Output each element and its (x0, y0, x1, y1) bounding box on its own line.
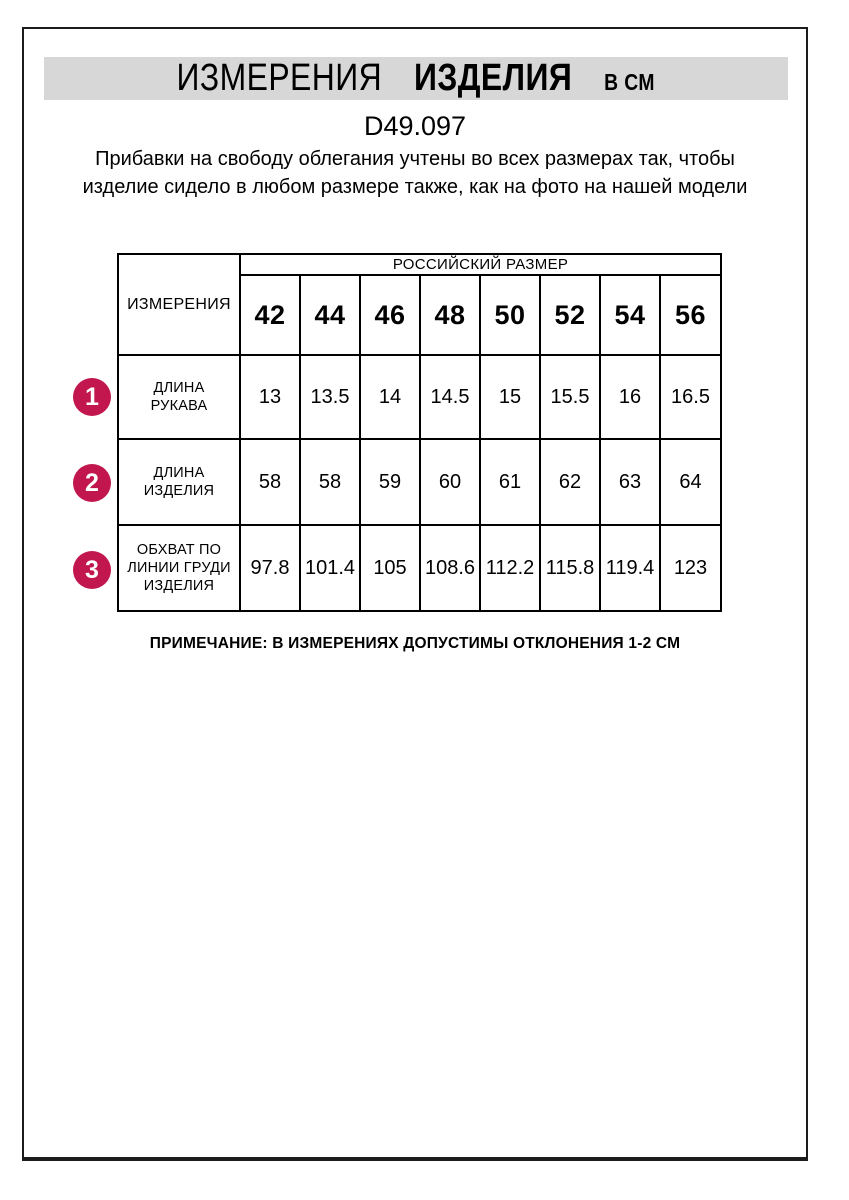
row-number-1: 1 (85, 382, 99, 411)
size-header-46: 46 (360, 275, 420, 355)
description-text: Прибавки на свободу облегания учтены во всех размерах так, чтобы изделие сидело в любом размере также, как на фото на нашей модели (82, 148, 748, 198)
model-code: D49.097 (363, 111, 467, 141)
row-label-sleeve-length: ДЛИНА РУКАВА (118, 355, 240, 439)
cell-value: 13.5 (300, 355, 360, 439)
note-text: ПРИМЕЧАНИЕ: В ИЗМЕРЕНИЯХ ДОПУСТИМЫ ОТКЛОНЕНИЯ 1-2 СМ (149, 635, 681, 652)
cell-value: 123 (660, 525, 721, 611)
header-bar (44, 57, 788, 100)
cell-value: 119.4 (600, 525, 660, 611)
cell-value: 62 (540, 439, 600, 525)
row-number-badge-3 (73, 551, 111, 589)
title-measurements: ИЗМЕРЕНИЯ (176, 57, 383, 99)
size-header-42: 42 (240, 275, 300, 355)
cell-value: 105 (360, 525, 420, 611)
group-header-cell: РОССИЙСКИЙ РАЗМЕР (240, 254, 721, 275)
table-row-chest-girth (118, 525, 721, 611)
group-header-row (118, 254, 721, 275)
cell-value: 101.4 (300, 525, 360, 611)
row-number-2: 2 (85, 468, 99, 497)
cell-value: 58 (300, 439, 360, 525)
title-units: В СМ (604, 69, 656, 95)
cell-value: 16 (600, 355, 660, 439)
size-header-54: 54 (600, 275, 660, 355)
document-frame (22, 27, 808, 1161)
cell-value: 97.8 (240, 525, 300, 611)
cell-value: 61 (480, 439, 540, 525)
cell-value: 59 (360, 439, 420, 525)
cell-value: 108.6 (420, 525, 480, 611)
size-table (117, 253, 722, 612)
corner-header-cell: ИЗМЕРЕНИЯ (118, 254, 240, 355)
cell-value: 58 (240, 439, 300, 525)
cell-value: 15 (480, 355, 540, 439)
cell-value: 15.5 (540, 355, 600, 439)
size-table-wrap (85, 253, 723, 612)
page-title (177, 57, 655, 100)
row-number-3: 3 (85, 555, 99, 584)
size-header-44: 44 (300, 275, 360, 355)
title-product: ИЗДЕЛИЯ (414, 57, 573, 99)
row-label-chest-girth: ОБХВАТ ПО ЛИНИИ ГРУДИ ИЗДЕЛИЯ (118, 525, 240, 611)
cell-value: 13 (240, 355, 300, 439)
cell-value: 112.2 (480, 525, 540, 611)
cell-value: 16.5 (660, 355, 721, 439)
size-header-48: 48 (420, 275, 480, 355)
cell-value: 14.5 (420, 355, 480, 439)
cell-value: 63 (600, 439, 660, 525)
cell-value: 64 (660, 439, 721, 525)
cell-value: 115.8 (540, 525, 600, 611)
size-header-50: 50 (480, 275, 540, 355)
table-row-product-length (118, 439, 721, 525)
row-label-product-length: ДЛИНА ИЗДЕЛИЯ (118, 439, 240, 525)
row-number-badge-1 (73, 378, 111, 416)
cell-value: 60 (420, 439, 480, 525)
size-header-56: 56 (660, 275, 721, 355)
size-header-52: 52 (540, 275, 600, 355)
cell-value: 14 (360, 355, 420, 439)
row-number-badge-2 (73, 464, 111, 502)
table-row-sleeve-length (118, 355, 721, 439)
